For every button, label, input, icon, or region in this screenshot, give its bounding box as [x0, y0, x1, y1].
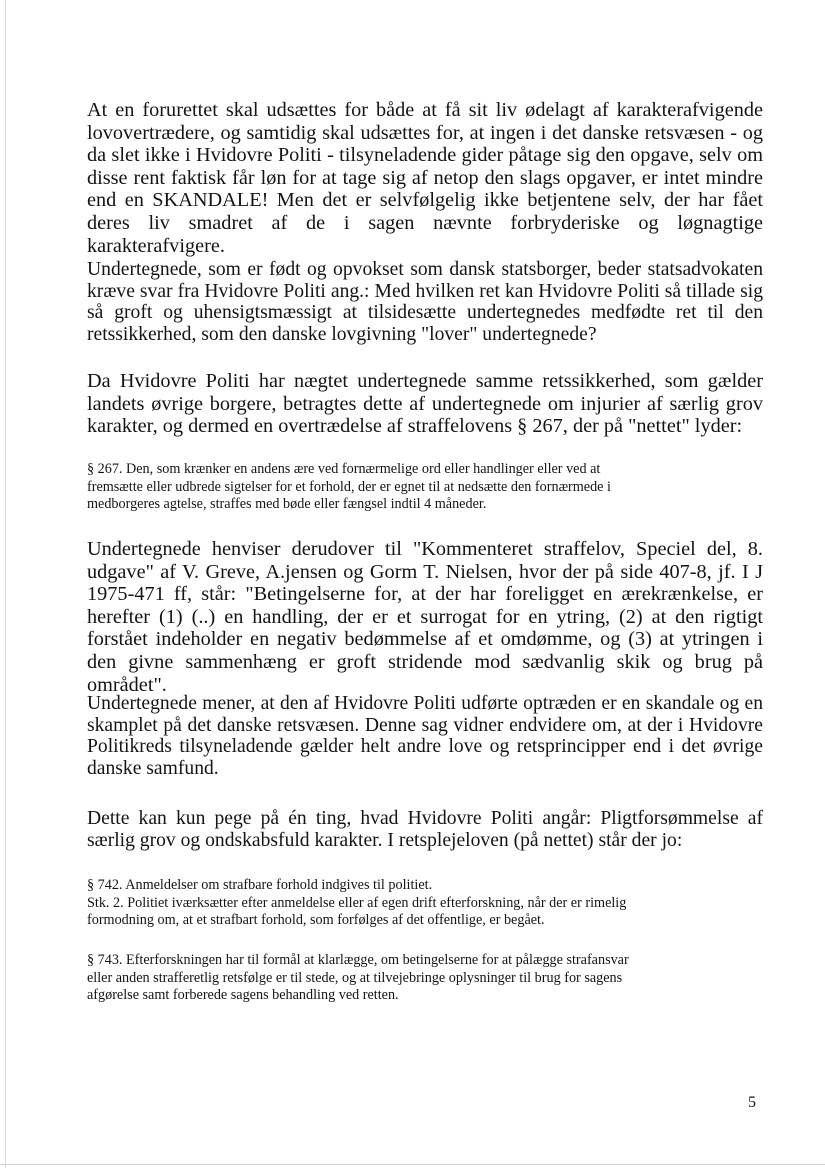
page-number: 5: [748, 1094, 756, 1111]
quote-paragraph-742: [87, 877, 747, 930]
paragraph-kommenteret-straffelov: Undertegnede henviser derudover til "Kommenteret straffelov, Speciel del, 8. udgave" af V. Greve, A.jensen og Gorm T. Nielsen, hvor der på side 407-8, jf. I J 1975-471 ff, står: "Betingelserne for, at der har foreligget en ærekrænkelse, er herefter (1) (..) en handling, der er et surrogat for en ytring, (2) at den rigtigt forstået indeholder en negativ bedømmelse af et omdømme, og (3) at ytringen i den givne sammenhæng er groft stridende mod sædvanlig skik og brug på området".: [87, 538, 763, 696]
quote-267-line: fremsætte eller udbrede sigtelser for et forhold, der er egnet til at nedsætte den fornærmede i: [87, 478, 611, 495]
paragraph-pligtforsommelse: Dette kan kun pege på én ting, hvad Hvidovre Politi angår: Pligtforsømmelse af særlig grov og ondskabsfuld karakter. I retsplejeloven (på nettet) står der jo:: [87, 808, 763, 851]
scan-edge-left: [5, 0, 6, 1168]
paragraph-skamplet: Undertegnede mener, at den af Hvidovre Politi udførte optræden er en skandale og en skamplet på det danske retsvæsen. Denne sag vidner endvidere om, at der i Hvidovre Politikreds tilsyneladende gælder helt andre love og retsprincipper end i det øvrige danske samfund.: [87, 693, 763, 779]
quote-742-line: Stk. 2. Politiet iværksætter efter anmeldelse eller af egen drift efterforskning, når der er rimelig: [87, 894, 627, 911]
quote-743-line: eller anden strafferetlig retsfølge er til stede, og at tilvejebringe oplysninger til brug for sagens: [87, 969, 623, 986]
quote-742-line: § 742. Anmeldelser om strafbare forhold indgives til politiet.: [87, 877, 433, 893]
quote-742-line: formodning om, at et strafbart forhold, som forfølges af det offentlige, er begået.: [87, 912, 545, 928]
quote-paragraph-267: [87, 461, 747, 514]
quote-267-line: medborgeres agtelse, straffes med bøde eller fængsel indtil 4 måneder.: [87, 496, 487, 512]
paragraph-injurier: Da Hvidovre Politi har nægtet undertegnede samme retssikkerhed, som gælder landets øvrige borgere, betragtes dette af undertegnede om injurier af særlig grov karakter, og dermed en overtrædelse af straffelovens § 267, der på "nettet" lyder:: [87, 370, 763, 438]
quote-paragraph-743: [87, 952, 747, 1005]
scan-edge-bottom: [0, 1164, 825, 1165]
paragraph-statsadvokaten: Undertegnede, som er født og opvokset som dansk statsborger, beder statsadvokaten kræve svar fra Hvidovre Politi ang.: Med hvilken ret kan Hvidovre Politi så tillade sig så groft og uhensigtsmæssigt at tilsidesætte undertegnedes medfødte ret til den retssikkerhed, som den danske lovgivning "lover" undertegnede?: [87, 259, 763, 345]
quote-267-line: § 267. Den, som krænker en andens ære ved fornærmelige ord eller handlinger eller ved at: [87, 461, 601, 477]
paragraph-skandale: At en forurettet skal udsættes for både at få sit liv ødelagt af karakterafvigende lovovertrædere, og samtidig skal udsættes for, at ingen i det danske retsvæsen - og da slet ikke i Hvidovre Politi - tilsyneladende gider påtage sig den opgave, selv om disse rent faktisk får løn for at tage sig af netop den slags opgaver, er intet mindre end en SKANDALE! Men det er selvfølgelig ikke betjentene selv, der har fået deres liv smadret af de i sagen nævnte forbryderiske og løgnagtige karakterafvigere.: [87, 99, 763, 257]
quote-743-line: § 743. Efterforskningen har til formål at klarlægge, om betingelserne for at pålægge strafansvar: [87, 952, 629, 968]
quote-743-line: afgørelse samt forberede sagens behandling ved retten.: [87, 987, 399, 1003]
